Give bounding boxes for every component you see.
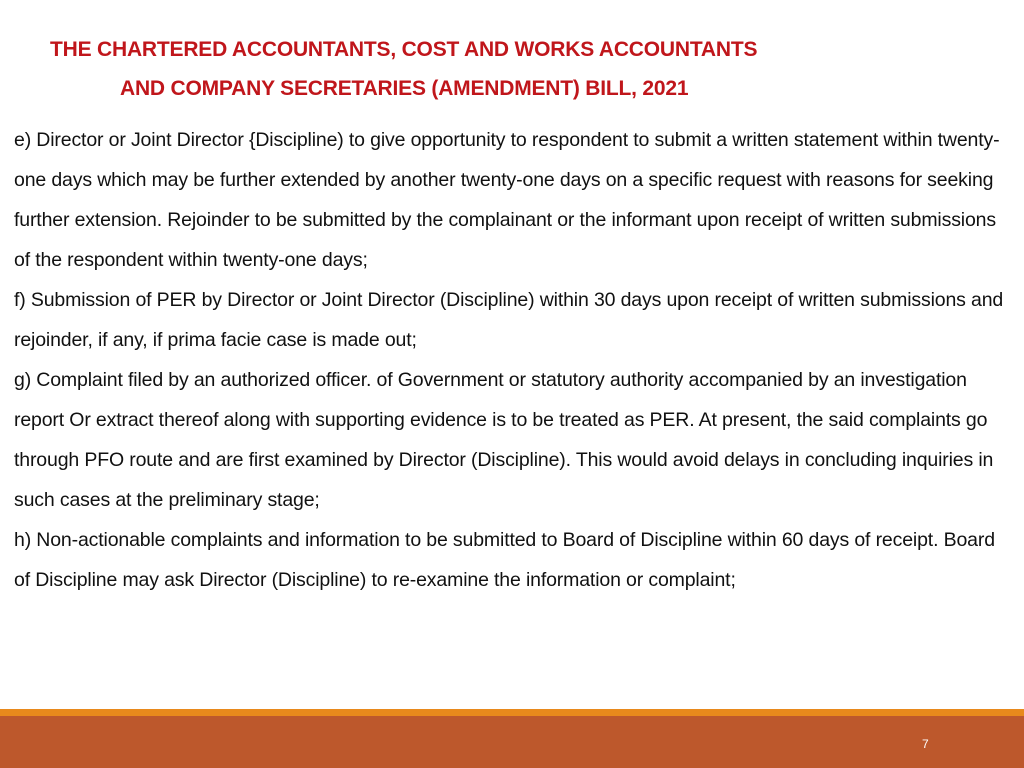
paragraph-g: g) Complaint filed by an authorized officer. of Government or statutory authority accompanied by an investigation report Or extract thereof along with supporting evidence is to be treated as PER. At present, the said complaints go through PFO route and are first examined by Director (Discipline). This would avoid delays in concluding inquiries in such cases at the preliminary stage; (14, 369, 994, 511)
paragraph-f: f) Submission of PER by Director or Joint Director (Discipline) within 30 days upon receipt of written submissions and rejoinder, if any, if prima facie case is made out; (14, 289, 1004, 351)
title-line-2: AND COMPANY SECRETARIES (AMENDMENT) BILL, 2021 (120, 77, 689, 100)
footer-band (0, 716, 1024, 768)
page-number: 7 (922, 737, 929, 751)
paragraph-h: h) Non-actionable complaints and information to be submitted to Board of Discipline within 60 days of receipt. Board of Discipline may ask Director (Discipline) to re-examine the information or complaint; (14, 529, 995, 591)
slide-body (14, 120, 1012, 600)
paragraph-e: e) Director or Joint Director {Discipline) to give opportunity to respondent to submit a written statement within twenty-one days which may be further extended by another twenty-one days on a specific request with reasons for seeking further extension. Rejoinder to be submitted by the complainant or the informant upon receipt of written submissions of the respondent within twenty-one days; (14, 129, 1000, 271)
footer-accent-bar (0, 709, 1024, 716)
slide-title (0, 30, 900, 108)
title-line-1: THE CHARTERED ACCOUNTANTS, COST AND WORKS ACCOUNTANTS (50, 38, 758, 61)
